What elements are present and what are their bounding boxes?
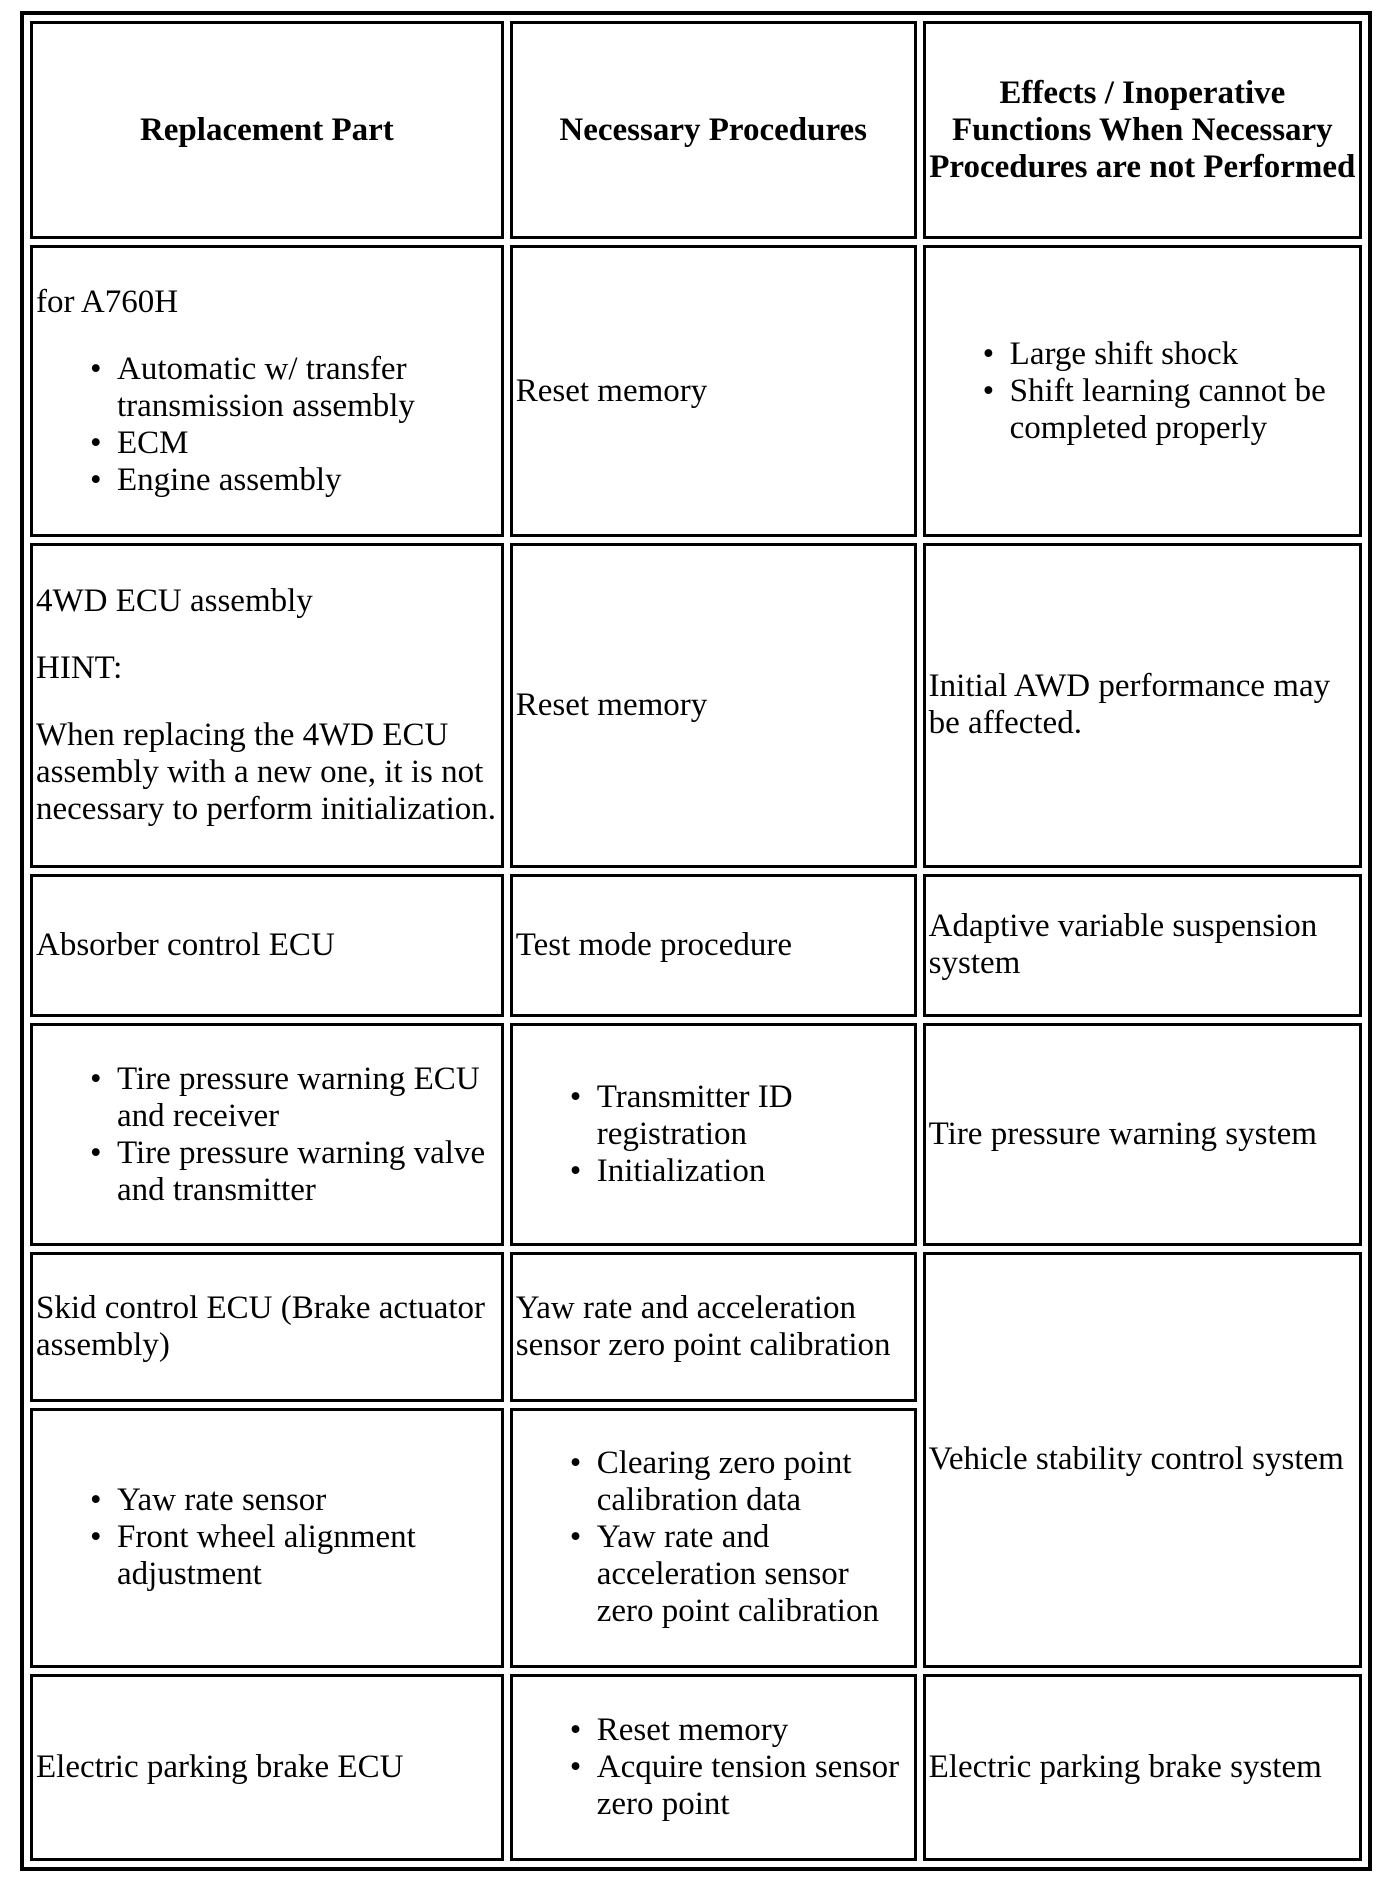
- effect-list: [929, 336, 1356, 447]
- cell-necessary-procedure: [510, 1408, 917, 1668]
- list-item: • Acquire tension sensor zero point: [597, 1749, 911, 1823]
- list-item: • Tire pressure warning valve and transmitter: [117, 1135, 498, 1209]
- header-row: [30, 21, 1362, 239]
- cell-necessary-procedure: [510, 1023, 917, 1247]
- part-list: [36, 351, 498, 499]
- replacement-procedures-table: [20, 11, 1372, 1871]
- cell-replacement-part: [30, 245, 504, 537]
- procedure-list: [516, 1079, 911, 1190]
- cell-effect: Tire pressure warning system: [923, 1023, 1362, 1247]
- cell-necessary-procedure: Yaw rate and acceleration sensor zero point calibration: [510, 1252, 917, 1401]
- cell-effect-merged: Vehicle stability control system: [923, 1252, 1362, 1667]
- table-row: [30, 543, 1362, 867]
- header-replacement-part: Replacement Part: [30, 21, 504, 239]
- cell-effect: Electric parking brake system: [923, 1674, 1362, 1861]
- part-list: [36, 1482, 498, 1593]
- list-item: • Automatic w/ transfer transmission assembly: [117, 351, 498, 425]
- part-list: [36, 1061, 498, 1209]
- part-intro: for A760H: [36, 283, 179, 320]
- cell-effect: [923, 245, 1362, 537]
- cell-necessary-procedure: Reset memory: [510, 245, 917, 537]
- cell-replacement-part: Electric parking brake ECU: [30, 1674, 504, 1861]
- list-item: • Initialization: [597, 1153, 911, 1190]
- cell-effect: Adaptive variable suspension system: [923, 874, 1362, 1017]
- cell-replacement-part: [30, 1023, 504, 1247]
- cell-replacement-part: Skid control ECU (Brake actuator assembly): [30, 1252, 504, 1401]
- table-row: [30, 245, 1362, 537]
- table-row: [30, 874, 1362, 1017]
- table-row: [30, 1023, 1362, 1247]
- list-item: • ECM: [117, 425, 498, 462]
- list-item: • Engine assembly: [117, 462, 498, 499]
- header-necessary-procedures: Necessary Procedures: [510, 21, 917, 239]
- cell-replacement-part: Absorber control ECU: [30, 874, 504, 1017]
- header-effects: Effects / Inoperative Functions When Necessary Procedures are not Performed: [923, 21, 1362, 239]
- procedure-list: [516, 1445, 911, 1630]
- cell-effect: Initial AWD performance may be affected.: [923, 543, 1362, 867]
- cell-necessary-procedure: Test mode procedure: [510, 874, 917, 1017]
- list-item: • Tire pressure warning ECU and receiver: [117, 1061, 498, 1135]
- list-item: • Large shift shock: [1010, 336, 1356, 373]
- part-name: 4WD ECU assembly: [36, 582, 313, 619]
- table-row: [30, 1674, 1362, 1861]
- list-item: • Transmitter ID registration: [597, 1079, 911, 1153]
- hint-text: When replacing the 4WD ECU assembly with a new one, it is not necessary to perform initialization.: [36, 716, 497, 827]
- hint-label: HINT:: [36, 649, 123, 686]
- cell-replacement-part: [30, 1408, 504, 1668]
- cell-replacement-part: [30, 543, 504, 867]
- list-item: • Shift learning cannot be completed properly: [1010, 373, 1356, 447]
- list-item: • Yaw rate sensor: [117, 1482, 498, 1519]
- cell-necessary-procedure: Reset memory: [510, 543, 917, 867]
- list-item: • Front wheel alignment adjustment: [117, 1519, 498, 1593]
- cell-necessary-procedure: [510, 1674, 917, 1861]
- list-item: • Clearing zero point calibration data: [597, 1445, 911, 1519]
- table-row: [30, 1252, 1362, 1401]
- procedure-list: [516, 1712, 911, 1823]
- list-item: • Reset memory: [597, 1712, 911, 1749]
- list-item: • Yaw rate and acceleration sensor zero point calibration: [597, 1519, 911, 1630]
